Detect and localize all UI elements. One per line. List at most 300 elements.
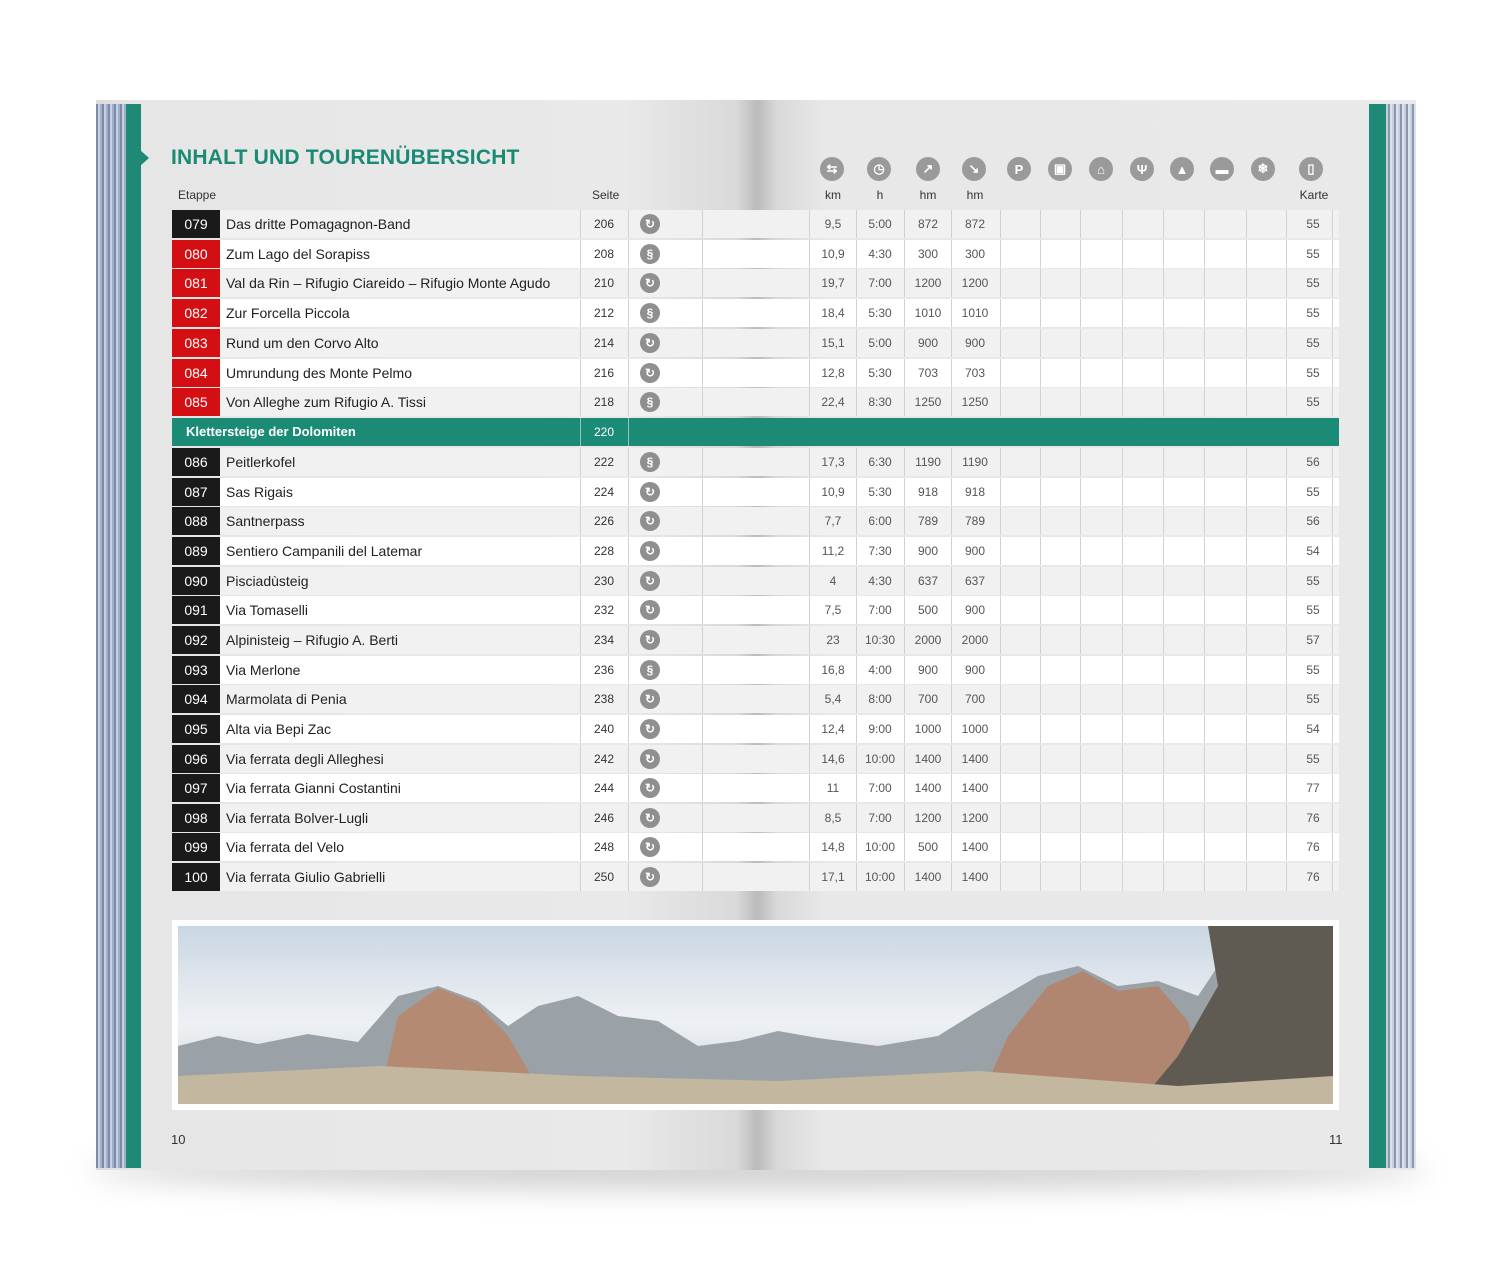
stage-down: 1400 xyxy=(961,840,989,855)
table-row xyxy=(172,715,1339,743)
stage-map: 55 xyxy=(1306,217,1320,231)
column-divider xyxy=(1080,329,1081,357)
column-divider xyxy=(1122,596,1123,624)
stage-down: 1010 xyxy=(961,306,989,321)
stage-up: 1190 xyxy=(915,455,941,469)
column-divider xyxy=(1122,388,1123,416)
column-divider xyxy=(1246,269,1247,297)
cable-car-icon: ⌂ xyxy=(1089,157,1113,181)
stage-down: 1400 xyxy=(961,781,989,796)
column-divider xyxy=(1080,804,1081,832)
table-row xyxy=(172,299,1339,327)
stage-name[interactable]: Via ferrata Bolver-Lugli xyxy=(226,809,369,826)
column-divider xyxy=(1163,388,1164,416)
stage-page: 246 xyxy=(593,810,615,825)
stage-km: 10,9 xyxy=(821,246,845,261)
stage-up: 1400 xyxy=(914,751,942,766)
stage-name[interactable]: Sas Rigais xyxy=(226,483,293,500)
stage-h: 10:00 xyxy=(864,840,896,855)
stage-h: 6:30 xyxy=(868,455,892,469)
column-divider xyxy=(702,388,703,416)
stage-name[interactable]: Das dritte Pomagagnon-Band xyxy=(226,216,411,232)
column-divider xyxy=(1000,299,1001,327)
column-divider xyxy=(1246,804,1247,832)
column-divider xyxy=(1286,626,1287,654)
stage-name[interactable]: Peitlerkofel xyxy=(226,454,296,470)
loop-route-icon: ↻ xyxy=(640,719,660,739)
loop-route-icon: ↻ xyxy=(640,541,660,561)
column-divider xyxy=(1040,863,1041,891)
column-divider xyxy=(1040,507,1041,535)
stage-name[interactable]: Marmolata di Penia xyxy=(226,691,347,708)
column-divider xyxy=(1286,240,1287,268)
column-divider xyxy=(1286,567,1287,595)
column-divider xyxy=(1163,567,1164,595)
column-divider xyxy=(1122,299,1123,327)
stage-h: 5:30 xyxy=(868,306,892,321)
column-divider xyxy=(1122,448,1123,476)
stage-number: 091 xyxy=(172,596,220,624)
table-row xyxy=(172,448,1339,476)
stage-map: 55 xyxy=(1306,751,1320,766)
stage-name[interactable]: Von Alleghe zum Rifugio A. Tissi xyxy=(226,394,426,411)
column-divider xyxy=(1204,596,1205,624)
column-divider xyxy=(1204,715,1205,743)
stage-down: 703 xyxy=(964,365,986,380)
header-seite: Seite xyxy=(592,188,620,202)
column-divider xyxy=(702,478,703,506)
stage-page: 232 xyxy=(593,603,615,618)
column-divider xyxy=(628,863,629,891)
stage-down: 637 xyxy=(964,573,986,588)
column-divider xyxy=(1122,507,1123,535)
stage-page: 216 xyxy=(593,365,615,380)
column-divider xyxy=(628,656,629,684)
column-divider xyxy=(1000,685,1001,713)
table-row xyxy=(172,833,1339,861)
column-divider xyxy=(628,567,629,595)
column-divider xyxy=(1000,448,1001,476)
stage-h: 9:00 xyxy=(868,721,892,736)
table-row xyxy=(172,478,1339,506)
stage-down: 918 xyxy=(964,484,986,499)
stage-name[interactable]: Zur Forcella Piccola xyxy=(226,305,350,322)
stage-down: 2000 xyxy=(961,632,989,647)
column-divider xyxy=(1204,329,1205,357)
column-divider xyxy=(1163,537,1164,565)
column-divider xyxy=(1163,507,1164,535)
column-divider xyxy=(1080,626,1081,654)
column-divider xyxy=(1246,715,1247,743)
column-divider xyxy=(1246,774,1247,802)
stage-map: 55 xyxy=(1306,484,1320,499)
stage-name[interactable]: Rund um den Corvo Alto xyxy=(226,334,379,351)
column-divider xyxy=(1000,269,1001,297)
column-divider xyxy=(1000,210,1001,238)
stage-km: 7,5 xyxy=(824,603,842,618)
column-divider xyxy=(1000,715,1001,743)
loop-route-icon: ↻ xyxy=(640,273,660,293)
stage-down: 1250 xyxy=(961,395,989,410)
stage-up: 900 xyxy=(917,543,939,558)
column-divider xyxy=(1286,685,1287,713)
one-way-route-icon: § xyxy=(640,303,660,323)
stage-map: 76 xyxy=(1306,810,1320,825)
column-divider xyxy=(1040,210,1041,238)
title-arrow-icon xyxy=(140,150,149,166)
stage-page: 250 xyxy=(593,870,615,885)
stage-km: 11 xyxy=(826,781,840,796)
column-divider xyxy=(1163,774,1164,802)
column-divider xyxy=(1000,774,1001,802)
column-divider xyxy=(702,507,703,535)
column-divider xyxy=(1122,240,1123,268)
column-divider xyxy=(1000,804,1001,832)
column-divider xyxy=(1040,596,1041,624)
loop-route-icon: ↻ xyxy=(640,808,660,828)
stage-km: 23 xyxy=(826,632,840,647)
column-divider xyxy=(1080,240,1081,268)
stage-h: 7:00 xyxy=(868,276,892,291)
page-number-left: 10 xyxy=(171,1132,186,1147)
page-number-right: 11 xyxy=(1329,1132,1343,1147)
stage-number: 094 xyxy=(172,685,220,713)
stage-name[interactable]: Alta via Bepi Zac xyxy=(226,720,332,737)
stage-h: 5:00 xyxy=(868,335,892,350)
column-divider xyxy=(702,774,703,802)
stage-down: 900 xyxy=(964,543,986,558)
column-divider xyxy=(1204,537,1205,565)
column-divider xyxy=(628,240,629,268)
stage-number: 099 xyxy=(172,833,220,861)
stage-up: 1200 xyxy=(914,810,942,825)
column-divider xyxy=(1040,269,1041,297)
column-divider xyxy=(1040,685,1041,713)
section-title: Klettersteige der Dolomiten xyxy=(186,424,356,439)
stage-h: 7:00 xyxy=(868,810,892,825)
stage-up: 900 xyxy=(917,335,939,350)
column-divider xyxy=(1286,596,1287,624)
column-divider xyxy=(1246,507,1247,535)
stage-name[interactable]: Via Tomaselli xyxy=(226,602,308,619)
loop-route-icon: ↻ xyxy=(640,778,660,798)
stage-name[interactable]: Via ferrata degli Alleghesi xyxy=(226,750,384,767)
stage-down: 1400 xyxy=(961,751,989,766)
stage-number: 100 xyxy=(172,863,220,891)
column-divider xyxy=(1000,388,1001,416)
stage-h: 10:30 xyxy=(864,632,896,647)
column-divider xyxy=(1286,388,1287,416)
restaurant-icon: Ψ xyxy=(1130,157,1154,181)
stage-number: 086 xyxy=(172,448,220,476)
ascent-icon: ↗ xyxy=(916,157,940,181)
stage-number: 088 xyxy=(172,507,220,535)
column-divider xyxy=(1080,774,1081,802)
column-divider xyxy=(1000,359,1001,387)
left-accent-band xyxy=(126,104,141,1168)
stage-name[interactable]: Via ferrata Gianni Costantini xyxy=(226,780,401,797)
table-row xyxy=(172,863,1339,891)
stage-map: 55 xyxy=(1306,306,1320,321)
stage-km: 14,8 xyxy=(821,840,845,855)
stage-up: 1200 xyxy=(914,276,942,291)
stage-number: 081 xyxy=(172,269,220,297)
descent-icon: ↘ xyxy=(962,157,986,181)
column-divider xyxy=(1286,715,1287,743)
column-divider xyxy=(1163,715,1164,743)
column-divider xyxy=(702,359,703,387)
column-divider xyxy=(1163,685,1164,713)
column-divider xyxy=(1204,478,1205,506)
stage-page: 248 xyxy=(593,840,615,855)
column-divider xyxy=(1286,478,1287,506)
stage-name[interactable]: Pisciadùsteig xyxy=(226,572,309,589)
column-divider xyxy=(1000,745,1001,773)
table-row xyxy=(172,240,1339,268)
column-divider xyxy=(1080,478,1081,506)
column-divider xyxy=(1163,626,1164,654)
column-divider xyxy=(1000,596,1001,624)
stage-up: 500 xyxy=(917,840,939,855)
column-divider xyxy=(1163,448,1164,476)
column-divider xyxy=(628,596,629,624)
header-h: h xyxy=(876,188,884,202)
column-divider xyxy=(628,804,629,832)
column-divider xyxy=(1040,567,1041,595)
table-row xyxy=(172,388,1339,416)
column-divider xyxy=(1122,269,1123,297)
hut-icon: ▲ xyxy=(1170,157,1194,181)
column-divider xyxy=(1080,685,1081,713)
stage-map: 55 xyxy=(1306,692,1320,707)
column-divider xyxy=(702,833,703,861)
one-way-route-icon: § xyxy=(640,452,660,472)
column-divider xyxy=(1204,240,1205,268)
stage-map: 55 xyxy=(1306,603,1320,618)
stage-up: 1250 xyxy=(914,395,942,410)
column-divider xyxy=(1163,804,1164,832)
column-divider xyxy=(628,685,629,713)
column-divider xyxy=(1246,833,1247,861)
stage-down: 900 xyxy=(964,335,986,350)
table-row xyxy=(172,685,1339,713)
column-divider xyxy=(1246,240,1247,268)
column-divider xyxy=(1080,299,1081,327)
stage-h: 7:00 xyxy=(868,781,892,796)
column-divider xyxy=(1204,567,1205,595)
stage-page: 222 xyxy=(593,455,615,469)
column-divider xyxy=(702,567,703,595)
stage-number: 084 xyxy=(172,359,220,387)
stage-number: 087 xyxy=(172,478,220,506)
clock-icon: ◷ xyxy=(867,157,891,181)
stage-h: 6:00 xyxy=(868,514,892,529)
column-divider xyxy=(1163,359,1164,387)
loop-route-icon: ↻ xyxy=(640,600,660,620)
column-divider xyxy=(1040,537,1041,565)
column-divider xyxy=(702,626,703,654)
column-divider xyxy=(702,448,703,476)
stage-map: 55 xyxy=(1306,365,1320,380)
column-divider xyxy=(702,210,703,238)
stage-h: 10:00 xyxy=(864,870,896,885)
stage-km: 18,4 xyxy=(821,306,845,321)
column-divider xyxy=(1204,448,1205,476)
stage-page: 226 xyxy=(593,514,615,529)
column-divider xyxy=(628,745,629,773)
stage-page: 244 xyxy=(593,781,615,796)
column-divider xyxy=(1080,596,1081,624)
stage-name[interactable]: Val da Rin – Rifugio Ciareido – Rifugio Monte Agudo xyxy=(226,275,551,292)
column-divider xyxy=(1204,388,1205,416)
column-divider xyxy=(1204,299,1205,327)
loop-route-icon: ↻ xyxy=(640,571,660,591)
loop-route-icon: ↻ xyxy=(640,630,660,650)
bed-icon: ▬ xyxy=(1210,157,1234,181)
column-divider xyxy=(1246,596,1247,624)
map-icon: ▯ xyxy=(1299,157,1323,181)
column-divider xyxy=(1080,715,1081,743)
stage-km: 5,4 xyxy=(824,692,842,707)
column-divider xyxy=(1286,863,1287,891)
stage-down: 1200 xyxy=(961,810,989,825)
column-divider xyxy=(1163,240,1164,268)
table-row xyxy=(172,269,1339,297)
column-divider xyxy=(1246,537,1247,565)
column-divider xyxy=(1040,626,1041,654)
right-page-edges xyxy=(1386,104,1416,1168)
stage-map: 57 xyxy=(1306,632,1320,647)
stage-down: 1190 xyxy=(962,455,988,469)
column-divider xyxy=(1040,745,1041,773)
column-divider xyxy=(1000,656,1001,684)
stage-km: 14,6 xyxy=(821,751,845,766)
stage-page: 238 xyxy=(593,692,615,707)
page-title: INHALT UND TOURENÜBERSICHT xyxy=(171,146,520,169)
column-divider xyxy=(1040,715,1041,743)
column-divider xyxy=(1122,626,1123,654)
column-divider xyxy=(1040,448,1041,476)
column-divider xyxy=(702,596,703,624)
stage-number: 085 xyxy=(172,388,220,416)
stage-name[interactable]: Sentiero Campanili del Latemar xyxy=(226,542,423,559)
snowflake-icon: ❄ xyxy=(1251,157,1275,181)
column-divider xyxy=(628,626,629,654)
column-divider xyxy=(1122,863,1123,891)
column-divider xyxy=(1286,656,1287,684)
stage-km: 17,1 xyxy=(821,870,845,885)
stage-page: 234 xyxy=(593,632,615,647)
column-divider xyxy=(1000,329,1001,357)
stage-h: 5:00 xyxy=(868,217,892,231)
column-divider xyxy=(702,656,703,684)
column-divider xyxy=(1080,537,1081,565)
stage-name[interactable]: Zum Lago del Sorapiss xyxy=(226,245,370,262)
column-divider xyxy=(1163,299,1164,327)
stage-number: 090 xyxy=(172,567,220,595)
loop-route-icon: ↻ xyxy=(640,363,660,383)
stage-name[interactable]: Via ferrata Giulio Gabrielli xyxy=(226,869,386,886)
table-row xyxy=(172,626,1339,654)
column-divider xyxy=(1040,774,1041,802)
column-divider xyxy=(1204,359,1205,387)
section-header xyxy=(172,418,1339,446)
table-row xyxy=(172,329,1339,357)
column-divider xyxy=(1204,210,1205,238)
stage-number: 080 xyxy=(172,240,220,268)
one-way-route-icon: § xyxy=(640,392,660,412)
column-divider xyxy=(702,240,703,268)
loop-route-icon: ↻ xyxy=(640,511,660,531)
stage-h: 5:30 xyxy=(868,365,892,380)
header-hm-up: hm xyxy=(919,188,937,202)
column-divider xyxy=(1246,478,1247,506)
stage-down: 900 xyxy=(964,603,986,618)
column-divider xyxy=(1246,210,1247,238)
stage-page: 208 xyxy=(593,246,615,261)
stage-up: 900 xyxy=(917,662,939,677)
table-row xyxy=(172,656,1339,684)
stage-page: 230 xyxy=(593,573,615,588)
stage-map: 55 xyxy=(1306,246,1320,261)
table-row xyxy=(172,774,1339,802)
column-divider xyxy=(1246,656,1247,684)
stage-name[interactable]: Santnerpass xyxy=(226,513,305,530)
column-divider xyxy=(628,329,629,357)
column-divider xyxy=(1122,715,1123,743)
stage-number: 093 xyxy=(172,656,220,684)
column-divider xyxy=(702,269,703,297)
column-divider xyxy=(1080,863,1081,891)
column-divider xyxy=(1204,507,1205,535)
column-divider xyxy=(1040,833,1041,861)
column-divider xyxy=(1000,833,1001,861)
column-divider xyxy=(1080,567,1081,595)
column-divider xyxy=(1163,745,1164,773)
stage-down: 900 xyxy=(964,662,986,677)
stage-km: 7,7 xyxy=(824,514,842,529)
column-divider xyxy=(1080,833,1081,861)
stage-up: 918 xyxy=(917,484,939,499)
column-divider xyxy=(1204,804,1205,832)
header-km: km xyxy=(825,188,841,202)
stage-name[interactable]: Via ferrata del Velo xyxy=(226,839,345,856)
stage-km: 16,8 xyxy=(821,662,845,677)
stage-down: 1000 xyxy=(961,721,989,736)
column-divider xyxy=(702,804,703,832)
column-divider xyxy=(702,745,703,773)
stage-down: 872 xyxy=(964,217,986,231)
column-divider xyxy=(1122,833,1123,861)
stage-km: 4 xyxy=(829,573,837,588)
stage-map: 54 xyxy=(1306,543,1320,558)
stage-km: 11,2 xyxy=(821,543,845,558)
column-divider xyxy=(1246,626,1247,654)
column-divider xyxy=(1040,329,1041,357)
column-divider xyxy=(1000,507,1001,535)
left-page-edges xyxy=(96,104,126,1168)
stage-name[interactable]: Alpinisteig – Rifugio A. Berti xyxy=(226,631,398,648)
stage-page: 212 xyxy=(593,306,615,321)
column-divider xyxy=(1122,745,1123,773)
stage-name[interactable]: Via Merlone xyxy=(226,661,301,678)
column-divider xyxy=(702,329,703,357)
stage-name[interactable]: Umrundung des Monte Pelmo xyxy=(226,364,412,381)
column-divider xyxy=(1163,210,1164,238)
stage-h: 10:00 xyxy=(864,751,896,766)
header-hm-down: hm xyxy=(966,188,984,202)
stage-number: 089 xyxy=(172,537,220,565)
